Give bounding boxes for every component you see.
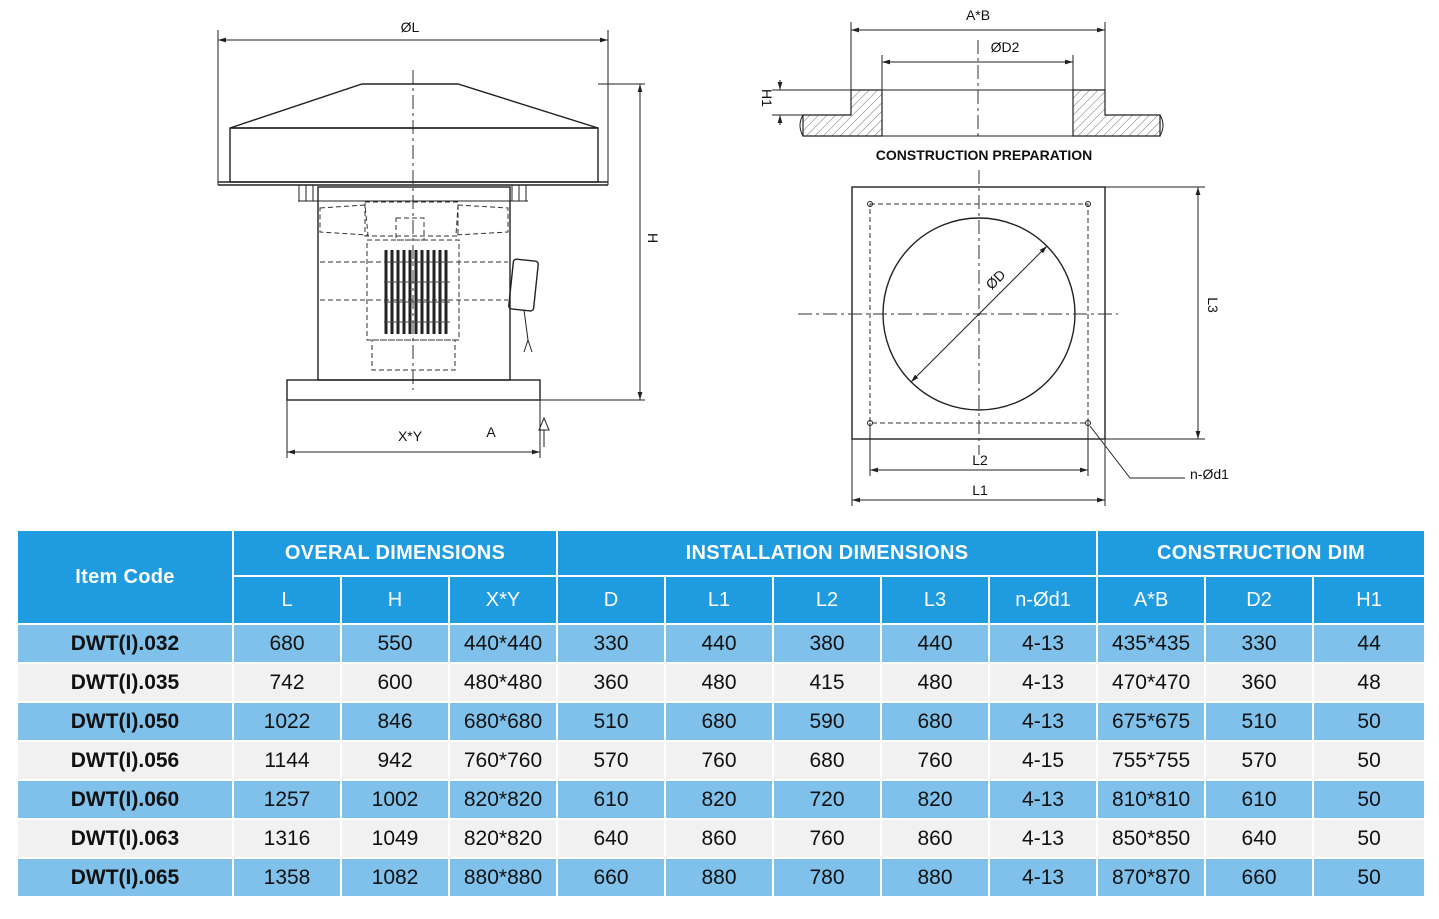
table-cell: 820	[882, 781, 990, 820]
table-cell: 760	[774, 820, 882, 859]
column-header: A*B	[1098, 577, 1206, 625]
construction-section-view	[759, 7, 1163, 163]
item-code-cell: DWT(I).035	[18, 664, 234, 703]
table-cell: 440	[882, 625, 990, 664]
dim-label-D: ØD	[982, 266, 1009, 293]
table-cell: 810*810	[1098, 781, 1206, 820]
table-cell: 680*680	[450, 703, 558, 742]
column-header: H1	[1314, 577, 1426, 625]
table-row	[18, 859, 1426, 898]
spec-table	[18, 531, 1426, 898]
dim-label-L1: L1	[972, 482, 988, 498]
item-code-cell: DWT(I).065	[18, 859, 234, 898]
table-cell: 640	[558, 820, 666, 859]
table-cell: 50	[1314, 820, 1426, 859]
item-code-cell: DWT(I).063	[18, 820, 234, 859]
table-cell: 44	[1314, 625, 1426, 664]
fan-side-view	[218, 19, 661, 458]
group-header-overall: OVERAL DIMENSIONS	[234, 531, 558, 577]
table-cell: 760	[882, 742, 990, 781]
column-header: L	[234, 577, 342, 625]
table-cell: 680	[234, 625, 342, 664]
table-row	[18, 625, 1426, 664]
table-cell: 1022	[234, 703, 342, 742]
table-cell: 4-13	[990, 859, 1098, 898]
table-cell: 880*880	[450, 859, 558, 898]
dim-label-H1: H1	[759, 89, 775, 107]
table-cell: 440*440	[450, 625, 558, 664]
table-cell: 1358	[234, 859, 342, 898]
table-cell: 675*675	[1098, 703, 1206, 742]
dim-label-L2: L2	[972, 452, 988, 468]
table-cell: 1002	[342, 781, 450, 820]
installation-plan-view	[798, 170, 1229, 506]
table-cell: 780	[774, 859, 882, 898]
table-cell: 640	[1206, 820, 1314, 859]
column-header: D	[558, 577, 666, 625]
table-cell: 330	[1206, 625, 1314, 664]
table-cell: 880	[882, 859, 990, 898]
table-cell: 1049	[342, 820, 450, 859]
table-cell: 360	[558, 664, 666, 703]
table-cell: 660	[1206, 859, 1314, 898]
construction-caption: CONSTRUCTION PREPARATION	[875, 147, 1093, 163]
column-header: L2	[774, 577, 882, 625]
item-code-cell: DWT(I).056	[18, 742, 234, 781]
table-cell: 380	[774, 625, 882, 664]
table-cell: 4-13	[990, 820, 1098, 859]
group-header-construction: CONSTRUCTION DIM	[1098, 531, 1426, 577]
table-cell: 435*435	[1098, 625, 1206, 664]
motor-fins	[384, 250, 450, 334]
table-cell: 50	[1314, 781, 1426, 820]
table-cell: 4-13	[990, 625, 1098, 664]
table-cell: 610	[1206, 781, 1314, 820]
column-header: X*Y	[450, 577, 558, 625]
dim-label-H: H	[645, 232, 661, 244]
table-cell: 680	[666, 703, 774, 742]
table-row	[18, 664, 1426, 703]
table-cell: 50	[1314, 742, 1426, 781]
column-header: H	[342, 577, 450, 625]
table-cell: 570	[1206, 742, 1314, 781]
dim-label-AB: A*B	[965, 7, 991, 23]
table-cell: 590	[774, 703, 882, 742]
table-cell: 4-13	[990, 664, 1098, 703]
table-cell: 760*760	[450, 742, 558, 781]
item-code-cell: DWT(I).032	[18, 625, 234, 664]
table-cell: 550	[342, 625, 450, 664]
column-header: n-Ød1	[990, 577, 1098, 625]
dim-label-dia-L: ØL	[400, 19, 420, 35]
table-body	[18, 625, 1426, 898]
table-row	[18, 742, 1426, 781]
table-cell: 1316	[234, 820, 342, 859]
table-cell: 870*870	[1098, 859, 1206, 898]
table-cell: 880	[666, 859, 774, 898]
column-header: D2	[1206, 577, 1314, 625]
group-header-installation: INSTALLATION DIMENSIONS	[558, 531, 1098, 577]
table-group-header-row	[18, 531, 1426, 577]
table-cell: 510	[1206, 703, 1314, 742]
table-cell: 510	[558, 703, 666, 742]
item-code-header: Item Code	[18, 531, 234, 625]
table-cell: 742	[234, 664, 342, 703]
table-cell: 610	[558, 781, 666, 820]
table-cell: 760	[666, 742, 774, 781]
column-header: L3	[882, 577, 990, 625]
table-cell: 330	[558, 625, 666, 664]
table-cell: 942	[342, 742, 450, 781]
table-cell: 860	[882, 820, 990, 859]
table-cell: 660	[558, 859, 666, 898]
table-row	[18, 703, 1426, 742]
table-cell: 48	[1314, 664, 1426, 703]
dim-label-XY: X*Y	[397, 428, 423, 444]
table-cell: 4-13	[990, 781, 1098, 820]
table-cell: 480*480	[450, 664, 558, 703]
table-cell: 820*820	[450, 781, 558, 820]
dim-label-nd1: n-Ød1	[1190, 466, 1229, 482]
table-cell: 50	[1314, 859, 1426, 898]
table-cell: 755*755	[1098, 742, 1206, 781]
column-header: L1	[666, 577, 774, 625]
table-cell: 4-15	[990, 742, 1098, 781]
table-cell: 470*470	[1098, 664, 1206, 703]
table-cell: 4-13	[990, 703, 1098, 742]
table-cell: 860	[666, 820, 774, 859]
table-cell: 415	[774, 664, 882, 703]
item-code-cell: DWT(I).060	[18, 781, 234, 820]
table-cell: 570	[558, 742, 666, 781]
dim-label-L3: L3	[1205, 297, 1221, 313]
table-cell: 680	[774, 742, 882, 781]
table-cell: 480	[882, 664, 990, 703]
table-cell: 600	[342, 664, 450, 703]
table-cell: 820	[666, 781, 774, 820]
table-cell: 1257	[234, 781, 342, 820]
table-row	[18, 781, 1426, 820]
item-code-cell: DWT(I).050	[18, 703, 234, 742]
table-cell: 1144	[234, 742, 342, 781]
table-cell: 846	[342, 703, 450, 742]
table-row	[18, 820, 1426, 859]
table-cell: 440	[666, 625, 774, 664]
table-cell: 1082	[342, 859, 450, 898]
table-cell: 50	[1314, 703, 1426, 742]
dim-label-D2: ØD2	[990, 39, 1020, 55]
table-cell: 360	[1206, 664, 1314, 703]
table-cell: 680	[882, 703, 990, 742]
view-label-A: A	[486, 424, 496, 440]
table-cell: 820*820	[450, 820, 558, 859]
table-cell: 850*850	[1098, 820, 1206, 859]
table-cell: 480	[666, 664, 774, 703]
table-cell: 720	[774, 781, 882, 820]
